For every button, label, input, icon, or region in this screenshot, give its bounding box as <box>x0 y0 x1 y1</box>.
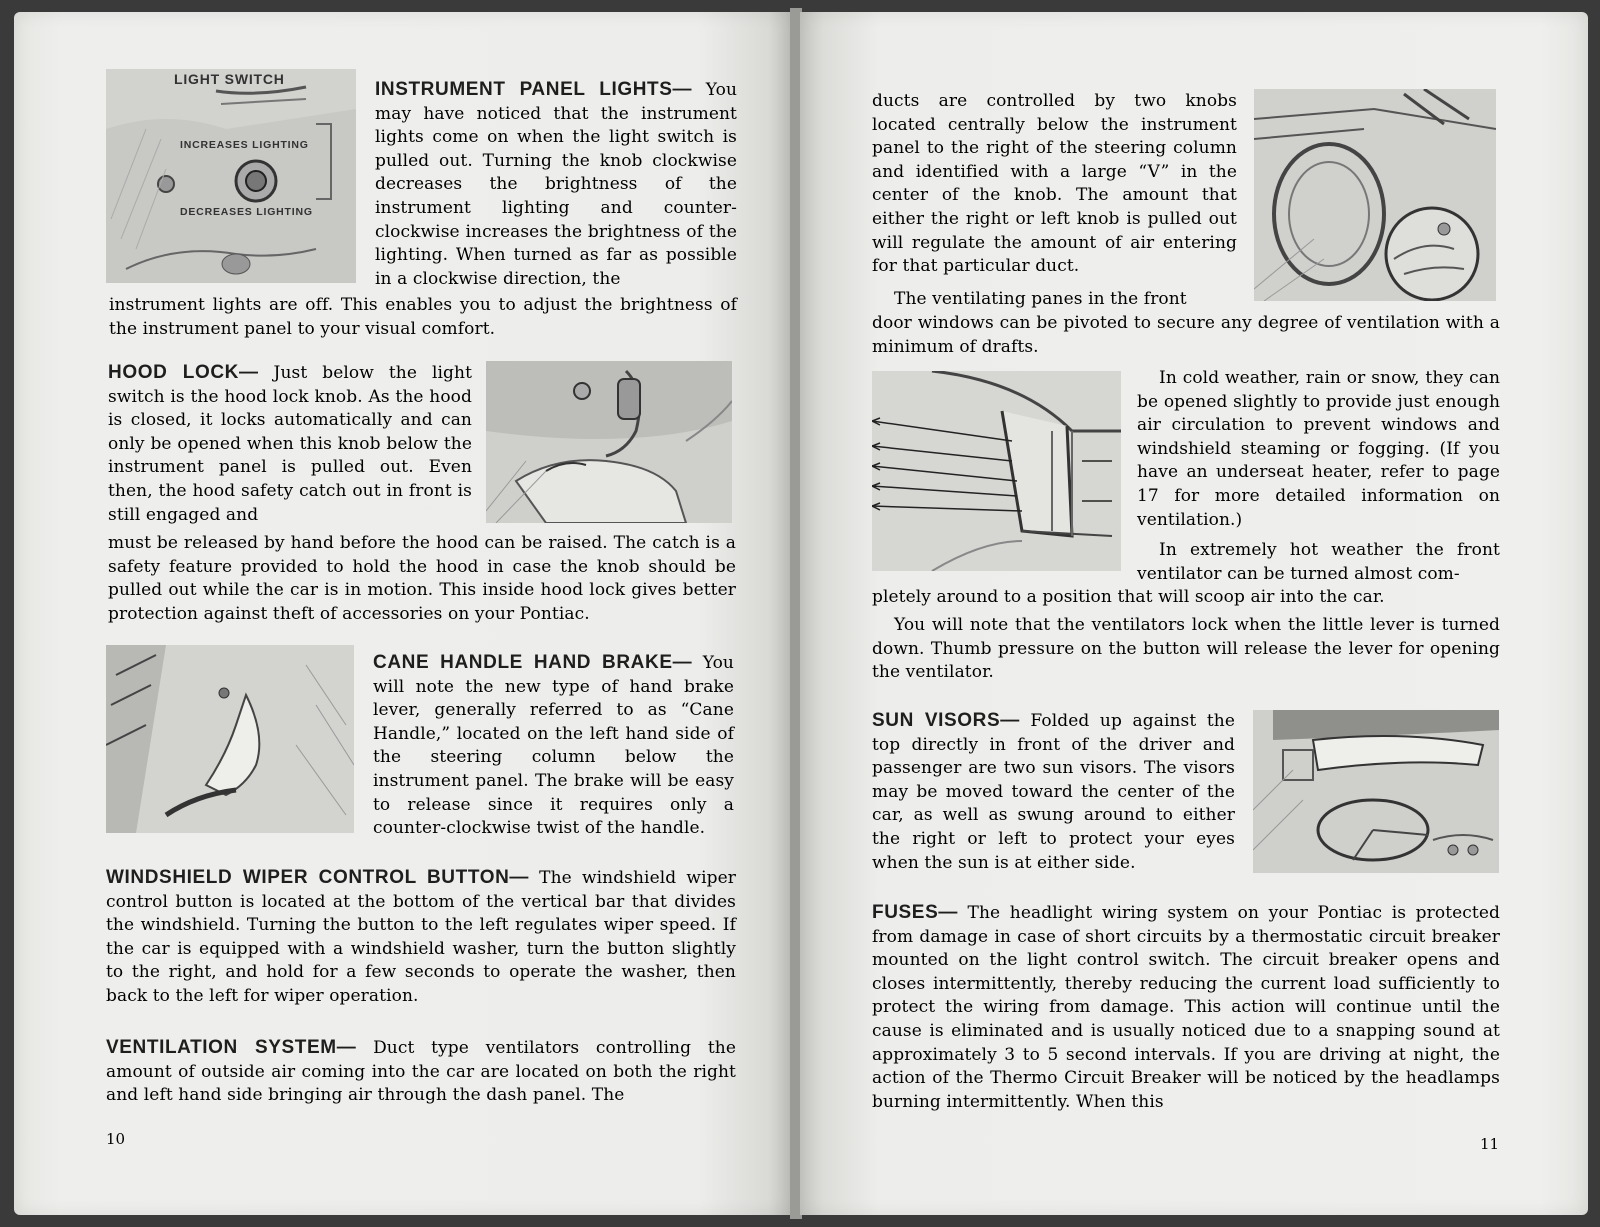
fuses-paragraph <box>872 901 1500 1114</box>
hand-brake-heading: CANE HANDLE HAND BRAKE— <box>373 652 693 673</box>
hand-brake-text: You will note the new type of hand brake lever, generally referred to as “Cane Handle,” located on the left hand side of the steering column below the instrument panel. The brake will be easy to release since it requires only a counter-clockwise twist of the handle. <box>373 653 734 839</box>
instrument-panel-continuation: instrument lights are off. This enables you to adjust the brightness of the instrument panel to your visual comfort. <box>109 295 737 339</box>
ventilation-knobs-illustration <box>1254 89 1496 301</box>
decreases-lighting-label: DECREASES LIGHTING <box>180 206 313 218</box>
cold-weather-paragraph <box>1137 367 1500 532</box>
instrument-panel-text: You may have noticed that the instrument lights come on when the light switch is pulled out. Turning the knob clockwise decreases the brightness of the instrument lighting and counter-clockwise increases the brightness of the lighting. When turned as far as possible in a clockwise direction, the <box>375 80 737 289</box>
ventilating-panes-start: The ventilating panes in the front <box>894 289 1187 309</box>
sun-visor-illustration <box>1253 710 1499 873</box>
ventilating-panes-continuation: door windows can be pivoted to secure any degree of ventilation with a minimum of drafts. <box>872 313 1500 357</box>
ventilation-paragraph <box>106 1036 736 1108</box>
hot-weather-continuation: pletely around to a position that will scoop air into the car. <box>872 587 1385 607</box>
increases-lighting-label: INCREASES LIGHTING <box>180 139 309 151</box>
hand-brake-illustration <box>106 645 354 833</box>
light-switch-illustration <box>106 69 356 283</box>
cold-weather-text: In cold weather, rain or snow, they can be opened slightly to provide just enough air circulation to prevent windows and windshield steaming or fogging. (If you have an underseat heater, refer to page 17 for more detailed information on ventilation.) <box>1137 368 1500 530</box>
right-page-number: 11 <box>1480 1135 1500 1153</box>
fuses-heading: FUSES— <box>872 902 958 923</box>
hood-lock-heading: HOOD LOCK— <box>108 362 259 383</box>
fuses-text: The headlight wiring system on your Pontiac is protected from damage in case of short circuits by a thermostatic circuit breaker mounted on the light control switch. The circuit breaker opens and closes intermittently, thereby reducing the current load sufficiently to protect the wiring from damage. This action will continue until the cause is eliminated and is usually noticed due to a snapping sound at approximately 3 to 5 second intervals. If you are driving at night, the action of the Thermo Circuit Breaker will be noticed by the headlamps burning intermittently. When this <box>872 903 1500 1112</box>
hood-lock-continuation: must be released by hand before the hood can be raised. The catch is a safety feature provided to hold the hood in case the knob should be pulled out while the car is in motion. This inside hood lock gives better protection against theft of accessories on your Pontiac. <box>108 533 736 624</box>
ventilator-lock-paragraph: You will note that the ventilators lock when the little lever is turned down. Thumb pressure on the button will release the lever for opening the ventilator. <box>872 615 1500 683</box>
hood-lock-paragraph <box>108 361 472 527</box>
wiper-paragraph <box>106 866 736 1009</box>
ventilation-text: Duct type ventilators controlling the amount of outside air coming into the car are located on both the right and left hand side bringing air through the dash panel. The <box>106 1038 736 1106</box>
sun-visors-text: Folded up against the top directly in front of the driver and passenger are two sun visors. The visors may be moved toward the center of the car, as well as swung around to either the right or left to protect your eyes when the sun is at either side. <box>872 711 1235 873</box>
light-switch-label: LIGHT SWITCH <box>174 71 285 87</box>
hand-brake-paragraph <box>373 651 734 841</box>
hood-lock-illustration <box>486 361 732 523</box>
wiper-text: The windshield wiper control button is located at the bottom of the vertical bar that divides the windshield. Turning the button to the left regulates wiper speed. If the car is equipped with a windshield washer, turn the button slightly to the right, and hold for a few seconds to operate the washer, then back to the left for wiper operation. <box>106 868 736 1006</box>
ventilator-pane-illustration <box>872 371 1121 571</box>
sun-visors-paragraph <box>872 709 1235 875</box>
hot-weather-paragraph: In extremely hot weather the front ventilator can be turned almost com- <box>1137 540 1500 584</box>
ventilation-heading: VENTILATION SYSTEM— <box>106 1037 357 1058</box>
wiper-heading: WINDSHIELD WIPER CONTROL BUTTON— <box>106 867 529 888</box>
instrument-panel-heading: INSTRUMENT PANEL LIGHTS— <box>375 79 693 100</box>
left-page-number: 10 <box>106 1130 126 1148</box>
instrument-panel-paragraph <box>375 78 737 291</box>
sun-visors-heading: SUN VISORS— <box>872 710 1020 731</box>
hood-lock-text: Just below the light switch is the hood lock knob. As the hood is closed, it locks automatically and can only be opened when this knob below the instrument panel is pulled out. Even then, the hood safety catch out in front is still engaged and <box>108 363 472 525</box>
ducts-paragraph: ducts are controlled by two knobs located centrally below the instrument panel to the right of the steering column and identified with a large “V” in the center of the knob. The amount that either the right or left knob is pulled out will regulate the amount of air entering for that particular duct. <box>872 91 1237 277</box>
